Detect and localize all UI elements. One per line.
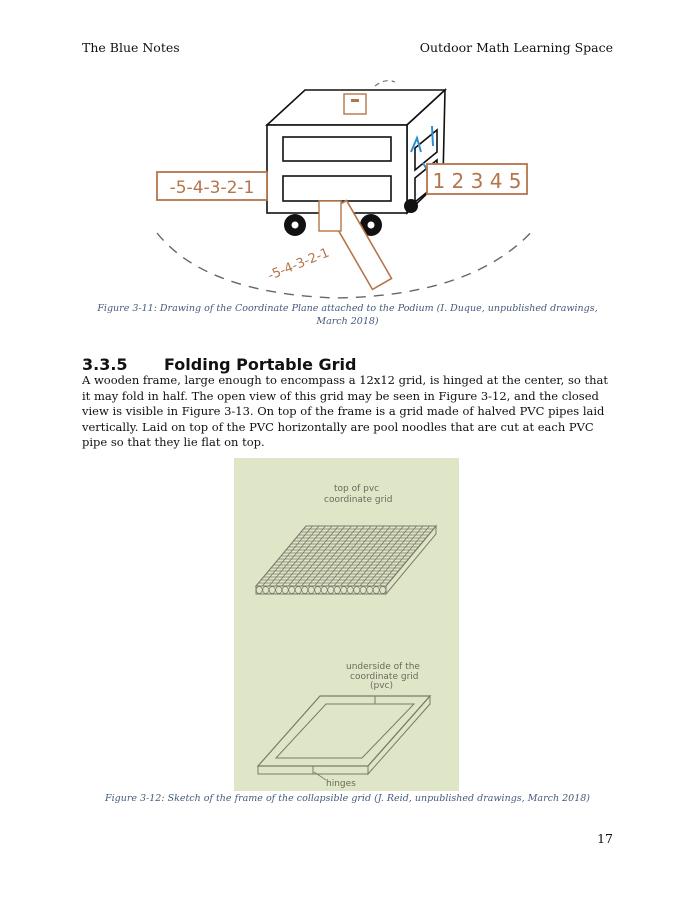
top-label-line2: coordinate grid: [324, 495, 393, 505]
header-right: Outdoor Math Learning Space: [419, 40, 613, 55]
wheel-left-hub: [292, 222, 299, 229]
hinge-label: hinges: [326, 779, 356, 789]
left-plank-label: -5-4-3-2-1: [169, 178, 255, 198]
figure-3-12-caption: Figure 3-12: Sketch of the frame of the collapsible grid (J. Reid, unpublished drawings, March 2018): [105, 793, 590, 804]
ramp-connector: [319, 201, 341, 231]
collapsible-grid-sketch-drawing: [234, 458, 459, 791]
page-number: 17: [597, 831, 613, 846]
right-plank-label: 1 2 3 4 5: [432, 169, 522, 193]
collapsible-grid-sketch: [234, 458, 459, 791]
ramp-plank-label: -5-4-3-2-1: [265, 245, 332, 284]
podium-coordinate-plane-drawing: [145, 68, 545, 300]
top-dash: [375, 81, 395, 86]
section-heading: [82, 355, 613, 374]
podium-handle-slot: [351, 99, 359, 102]
podium-front-face: [267, 125, 407, 213]
top-label-line1: top of pvc: [334, 484, 380, 494]
section-number: 3.3.5: [82, 355, 128, 374]
section-body-text: A wooden frame, large enough to encompass a 12x12 grid, is hinged at the center, so that it may fold in half. The open view of this grid may be seen in Figure 3-12, and the closed view is visible in Figure 3-13. On top of the frame is a grid made of halved PVC pipes laid vertically. Laid on top of the PVC horizontally are pool noodles that are cut at each PVC pipe so that they lie flat on top.: [82, 373, 608, 449]
bottom-label-line2: coordinate grid: [350, 672, 419, 682]
wheel-back: [404, 199, 418, 213]
bottom-label-line1: underside of the: [346, 662, 420, 672]
header-left: The Blue Notes: [82, 40, 180, 55]
section-title: Folding Portable Grid: [164, 355, 357, 374]
figure-3-11-caption: Figure 3-11: Drawing of the Coordinate Plane attached to the Podium (I. Duque, unpublished drawings, March 2018): [97, 303, 598, 327]
wheel-right-hub: [368, 222, 375, 229]
bottom-label-line3: (pvc): [370, 681, 394, 691]
